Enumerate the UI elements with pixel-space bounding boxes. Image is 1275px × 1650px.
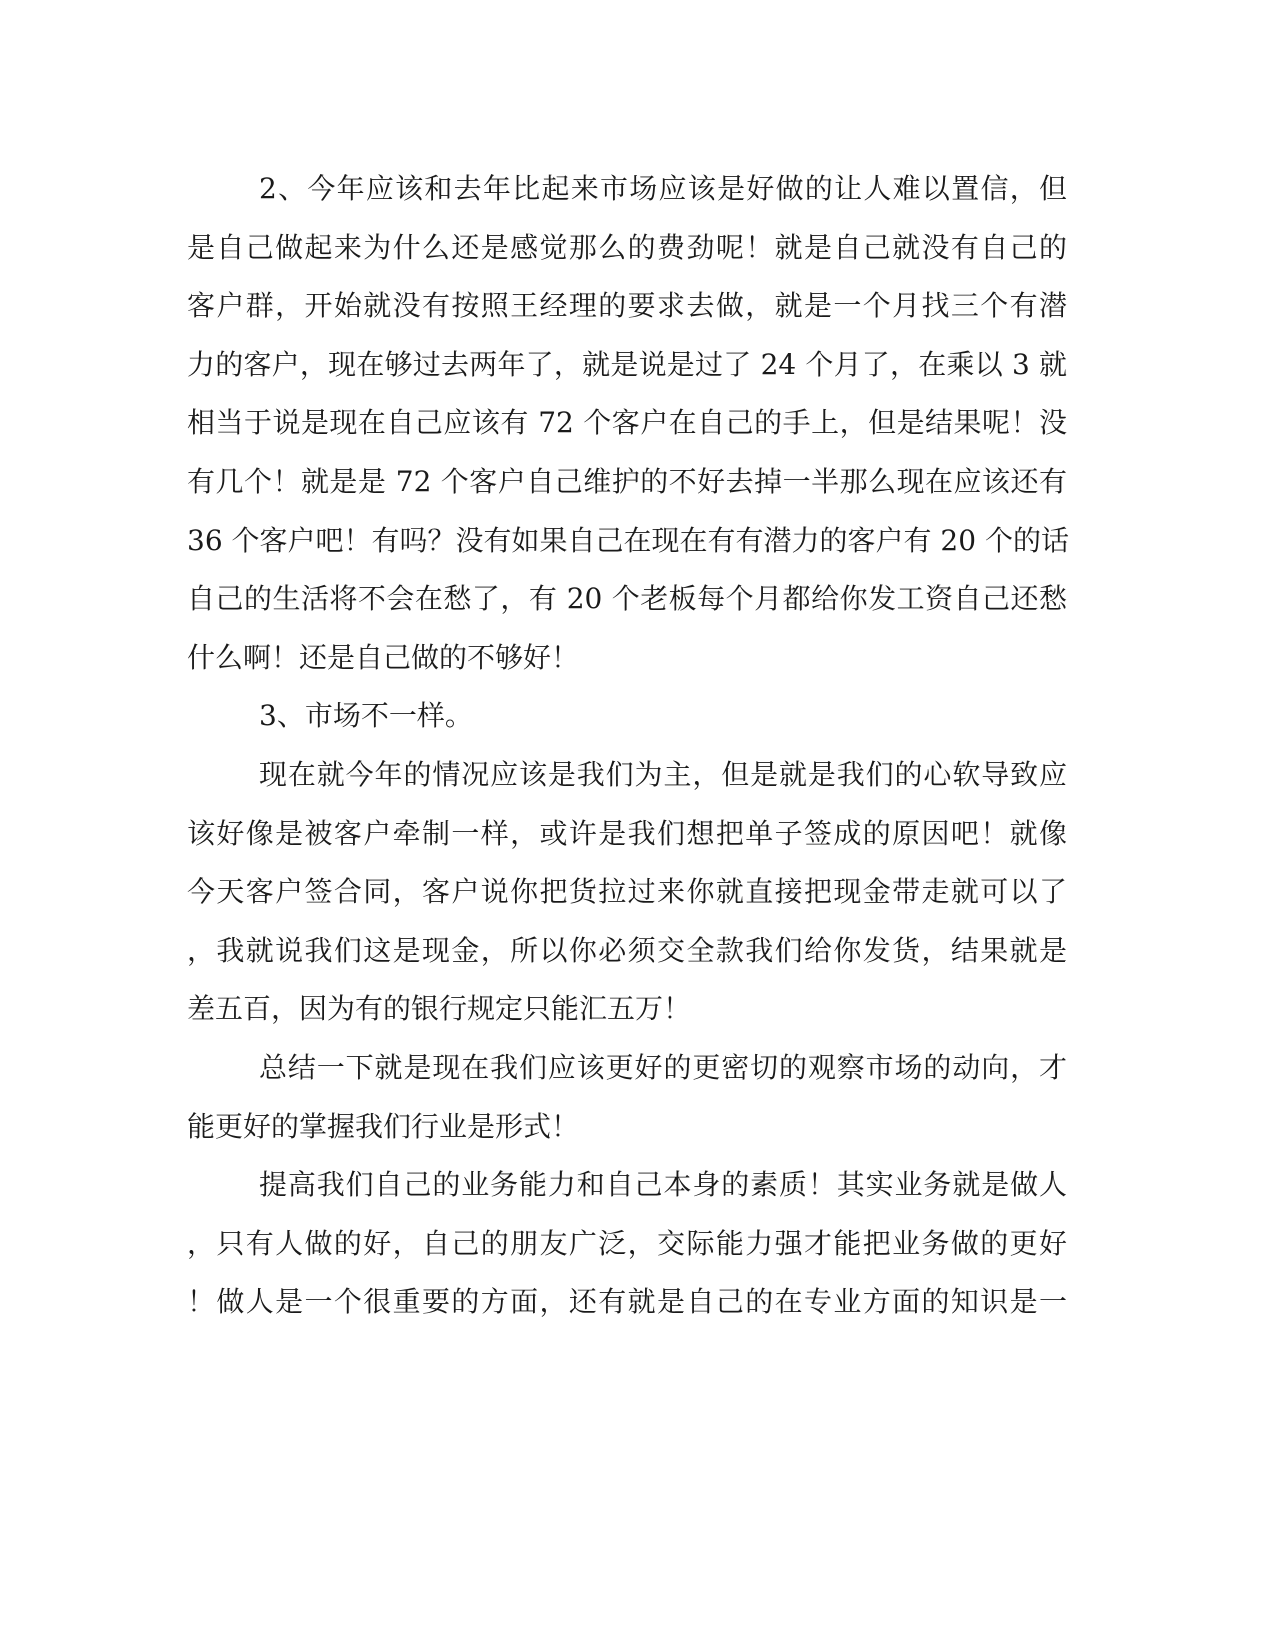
document-body xyxy=(187,160,1067,1332)
paragraph-line: 36 个客户吧！有吗？没有如果自己在现在有有潜力的客户有 20 个的话 xyxy=(187,523,1069,557)
paragraph-line: 有几个！就是是 72 个客户自己维护的不好去掉一半那么现在应该还有 xyxy=(187,464,1067,498)
paragraph-line: 提高我们自己的业务能力和自己本身的素质！其实业务就是做人 xyxy=(259,1168,1067,1202)
paragraph-line: 总结一下就是现在我们应该更好的更密切的观察市场的动向，才 xyxy=(259,1050,1067,1084)
paragraph-line: 该好像是被客户牵制一样，或许是我们想把单子签成的原因吧！就像 xyxy=(187,816,1067,850)
paragraph-line: 今天客户签合同，客户说你把货拉过来你就直接把现金带走就可以了 xyxy=(187,875,1067,909)
paragraph-line: ，我就说我们这是现金，所以你必须交全款我们给你发货，结果就是 xyxy=(187,933,1067,967)
paragraph-line: ！做人是一个很重要的方面，还有就是自己的在专业方面的知识是一 xyxy=(187,1285,1067,1319)
paragraph-line: 是自己做起来为什么还是感觉那么的费劲呢！就是自己就没有自己的 xyxy=(187,230,1067,264)
paragraph-line: 什么啊！还是自己做的不够好！ xyxy=(187,640,580,674)
paragraph-line: 能更好的掌握我们行业是形式！ xyxy=(187,1109,580,1143)
paragraph-line: 相当于说是现在自己应该有 72 个客户在自己的手上，但是结果呢！没 xyxy=(187,406,1067,440)
section-heading: 3、市场不一样。 xyxy=(259,699,473,733)
paragraph-line: 自己的生活将不会在愁了，有 20 个老板每个月都给你发工资自己还愁 xyxy=(187,582,1067,616)
paragraph-line: 2、今年应该和去年比起来市场应该是好做的让人难以置信，但 xyxy=(259,172,1067,205)
paragraph-line: 差五百，因为有的银行规定只能汇五万！ xyxy=(187,992,692,1026)
paragraph-line: 客户群，开始就没有按照王经理的要求去做，就是一个月找三个有潜 xyxy=(187,289,1067,323)
paragraph-line: ，只有人做的好，自己的朋友广泛，交际能力强才能把业务做的更好 xyxy=(187,1226,1067,1260)
paragraph-line: 现在就今年的情况应该是我们为主，但是就是我们的心软导致应 xyxy=(259,757,1067,791)
paragraph-line: 力的客户，现在够过去两年了，就是说是过了 24 个月了，在乘以 3 就 xyxy=(187,347,1067,381)
